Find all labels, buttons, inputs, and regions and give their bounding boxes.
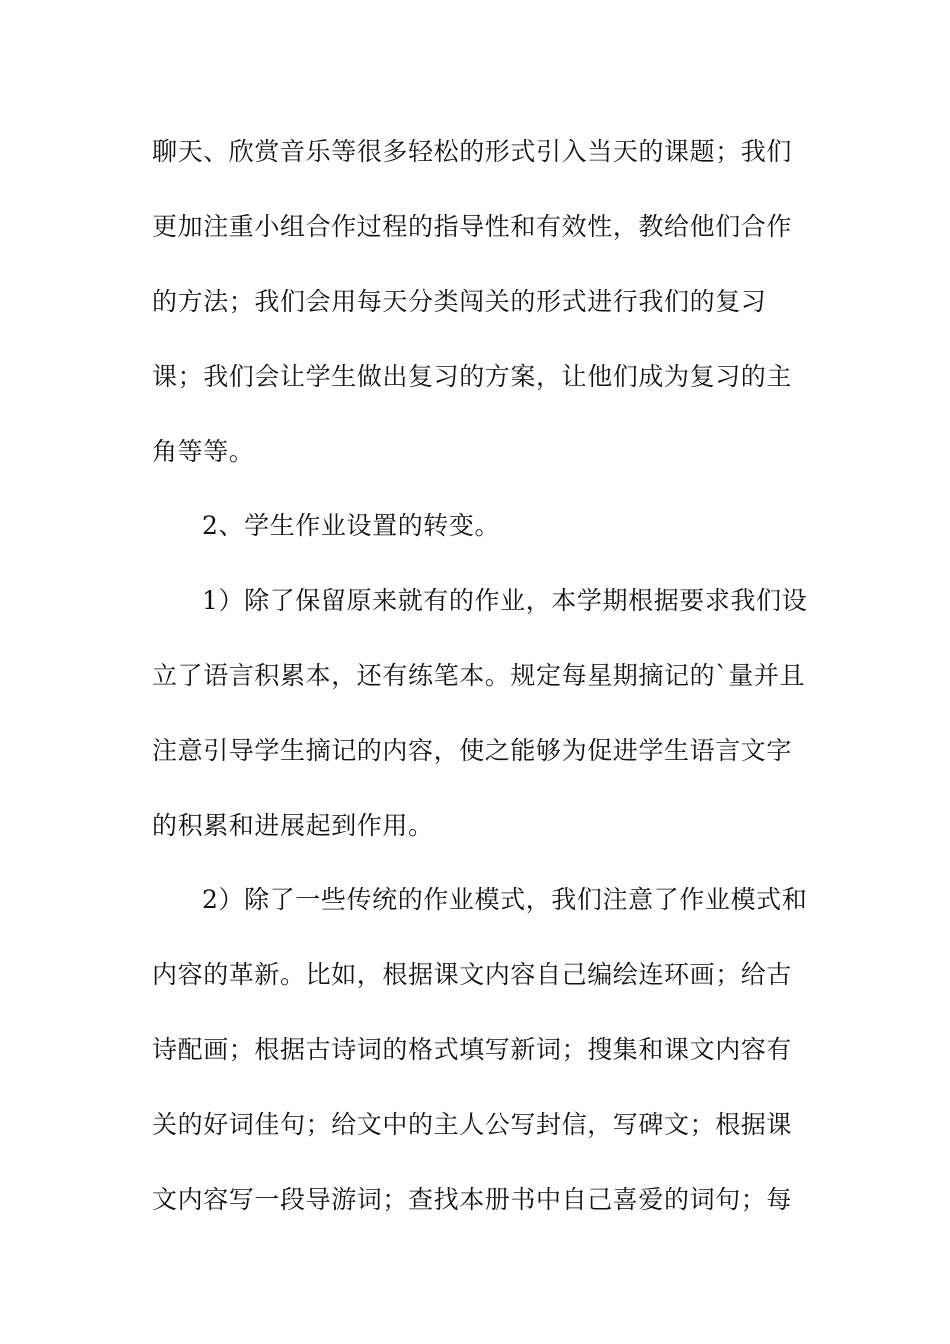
text-line: 关的好词佳句；给文中的主人公写封信，写碑文；根据课 bbox=[152, 1110, 793, 1139]
text-line: 文内容写一段导游词；查找本册书中自己喜爱的词句；每 bbox=[152, 1185, 793, 1214]
text-line: 立了语言积累本，还有练笔本。规定每星期摘记的`量并且 bbox=[152, 661, 806, 690]
section-heading: 2、学生作业设置的转变。 bbox=[202, 511, 501, 540]
text-line: 2）除了一些传统的作业模式，我们注意了作业模式和 bbox=[202, 885, 808, 914]
text-line: 角等等。 bbox=[152, 437, 255, 466]
text-line: 注意引导学生摘记的内容，使之能够为促进学生语言文字 bbox=[152, 736, 793, 765]
text-line: 更加注重小组合作过程的指导性和有效性，教给他们合作 bbox=[152, 212, 793, 241]
text-line: 的积累和进展起到作用。 bbox=[152, 811, 434, 840]
text-line: 内容的革新。比如，根据课文内容自己编绘连环画；给古 bbox=[152, 960, 793, 989]
text-line: 的方法；我们会用每天分类闯关的形式进行我们的复习 bbox=[152, 287, 767, 316]
text-line: 课；我们会让学生做出复习的方案，让他们成为复习的主 bbox=[152, 362, 793, 391]
text-line: 1）除了保留原来就有的作业，本学期根据要求我们设 bbox=[202, 586, 808, 615]
text-line: 聊天、欣赏音乐等很多轻松的形式引入当天的课题；我们 bbox=[152, 137, 793, 166]
text-line: 诗配画；根据古诗词的格式填写新词；搜集和课文内容有 bbox=[152, 1035, 793, 1064]
